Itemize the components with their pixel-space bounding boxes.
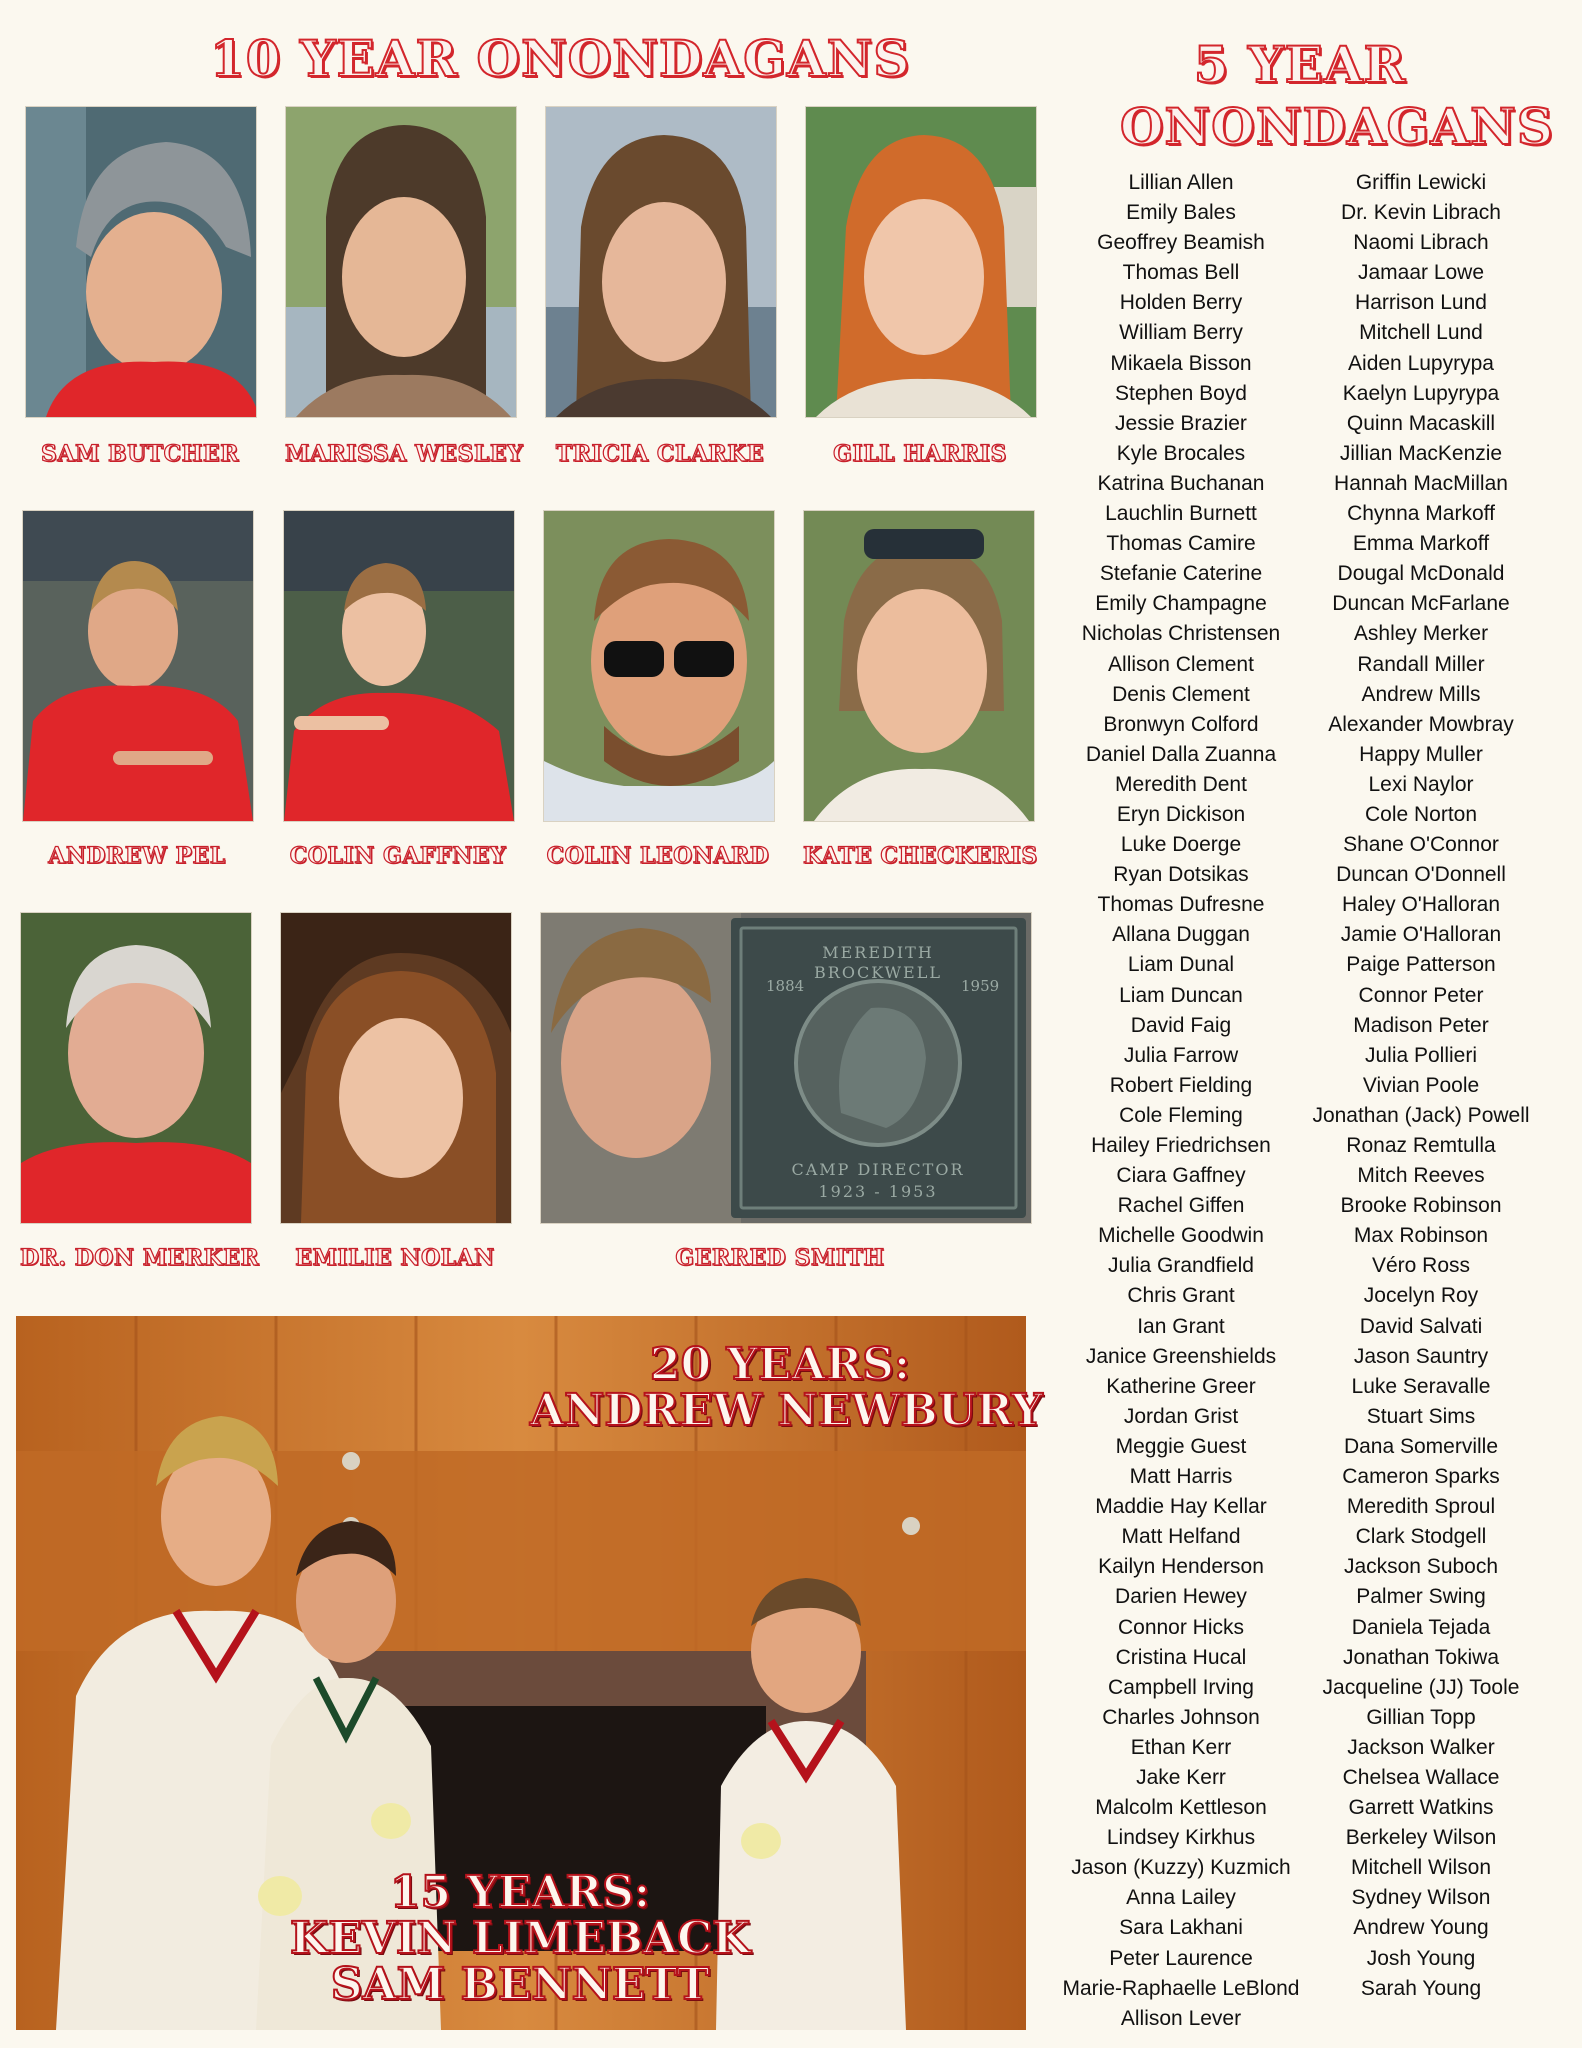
honoree-name: Liam Duncan xyxy=(1119,983,1243,1007)
photo-gerred-smith xyxy=(540,912,1032,1224)
honoree-name: Mitch Reeves xyxy=(1357,1164,1485,1188)
honoree-name: Julia Grandfield xyxy=(1108,1254,1254,1278)
honoree-name: Maddie Hay Kellar xyxy=(1095,1495,1267,1519)
honoree-name: Liam Dunal xyxy=(1127,953,1235,977)
honoree-name: Naomi Librach xyxy=(1353,231,1489,255)
honoree-name: Ryan Dotsikas xyxy=(1113,863,1249,887)
honoree-name: Denis Clement xyxy=(1112,682,1250,706)
honoree-name: Shane O'Connor xyxy=(1343,833,1499,857)
honoree-name: Jason (Kuzzy) Kuzmich xyxy=(1071,1856,1291,1880)
honoree-name: Marie-Raphaelle LeBlond xyxy=(1062,1976,1300,2000)
caption-marissa-wesley: MARISSA WESLEY xyxy=(285,441,524,467)
honoree-name: Sydney Wilson xyxy=(1351,1886,1491,1910)
honoree-name: Malcolm Kettleson xyxy=(1095,1796,1267,1820)
honoree-name: Gillian Topp xyxy=(1366,1705,1476,1729)
photo-don-merker xyxy=(20,912,252,1224)
honoree-name: Haley O'Halloran xyxy=(1341,893,1501,917)
photo-gill-harris xyxy=(805,106,1037,418)
honoree-name: Anna Lailey xyxy=(1126,1886,1236,1910)
photo-colin-leonard xyxy=(543,510,775,822)
honoree-name: Lindsey Kirkhus xyxy=(1106,1826,1256,1850)
honoree-name: Jason Sauntry xyxy=(1353,1344,1489,1368)
photo-tricia-clarke xyxy=(545,106,777,418)
honoree-name: Luke Doerge xyxy=(1120,833,1242,857)
honoree-name: Berkeley Wilson xyxy=(1345,1826,1497,1850)
honoree-name: Alexander Mowbray xyxy=(1328,712,1514,736)
honoree-name: Daniel Dalla Zuanna xyxy=(1085,742,1277,766)
twenty-year-label-line2: ANDREW NEWBURY xyxy=(530,1385,1043,1437)
honoree-name: Cristina Hucal xyxy=(1115,1645,1247,1669)
caption-kate-checkeris: KATE CHECKERIS xyxy=(803,843,1038,869)
photo-colin-gaffney xyxy=(283,510,515,822)
honoree-name: Connor Peter xyxy=(1358,983,1484,1007)
plaque-role: CAMP DIRECTOR xyxy=(791,1160,965,1179)
five-year-heading-line2: ONONDAGANS xyxy=(1120,97,1554,156)
caption-emilie-nolan: EMILIE NOLAN xyxy=(295,1245,495,1271)
photo-andrew-pel xyxy=(22,510,254,822)
honoree-name: Jonathan Tokiwa xyxy=(1342,1645,1500,1669)
honoree-name: Mikaela Bisson xyxy=(1110,351,1252,375)
honoree-name: Palmer Swing xyxy=(1356,1585,1486,1609)
honoree-name: Jamie O'Halloran xyxy=(1340,923,1502,947)
honoree-name: Sarah Young xyxy=(1360,1976,1482,2000)
honoree-name: Dana Somerville xyxy=(1343,1434,1499,1458)
honoree-name: Ethan Kerr xyxy=(1130,1735,1232,1759)
five-year-list-column-a xyxy=(1056,168,1306,2034)
honoree-name: Matt Helfand xyxy=(1121,1525,1241,1549)
honoree-name: Jamaar Lowe xyxy=(1357,261,1485,285)
plaque-name-2: BROCKWELL xyxy=(814,963,942,982)
photo-emilie-nolan xyxy=(280,912,512,1224)
caption-colin-leonard: COLIN LEONARD xyxy=(546,843,770,869)
honoree-name: Jordan Grist xyxy=(1123,1404,1239,1428)
honoree-name: Peter Laurence xyxy=(1109,1946,1253,1970)
honoree-name: Randall Miller xyxy=(1357,652,1485,676)
honoree-name: Rachel Giffen xyxy=(1117,1194,1245,1218)
honoree-name: Nicholas Christensen xyxy=(1081,622,1281,646)
honoree-name: Kailyn Henderson xyxy=(1098,1555,1264,1579)
caption-andrew-pel: ANDREW PEL xyxy=(48,843,226,869)
honoree-name: Harrison Lund xyxy=(1355,291,1487,315)
honoree-name: Sara Lakhani xyxy=(1119,1916,1243,1940)
honoree-name: Jackson Suboch xyxy=(1343,1555,1499,1579)
honoree-name: Duncan O'Donnell xyxy=(1336,863,1506,887)
honoree-name: Vivian Poole xyxy=(1362,1073,1480,1097)
honoree-name: Eryn Dickison xyxy=(1116,802,1246,826)
honoree-name: Chelsea Wallace xyxy=(1342,1765,1500,1789)
honoree-name: Chris Grant xyxy=(1127,1284,1235,1308)
honoree-name: Hailey Friedrichsen xyxy=(1091,1134,1271,1157)
honoree-name: Duncan McFarlane xyxy=(1332,592,1510,616)
honoree-name: Luke Seravalle xyxy=(1351,1374,1491,1398)
honoree-name: Matt Harris xyxy=(1129,1465,1233,1489)
caption-colin-gaffney: COLIN GAFFNEY xyxy=(289,843,507,869)
honoree-name: Campbell Irving xyxy=(1108,1675,1254,1699)
honoree-name: Dr. Kevin Librach xyxy=(1341,201,1501,225)
honoree-name: Hannah MacMillan xyxy=(1334,471,1508,495)
honoree-name: Emma Markoff xyxy=(1352,532,1490,556)
honoree-name: Lauchlin Burnett xyxy=(1105,502,1257,526)
honoree-name: Lexi Naylor xyxy=(1368,772,1474,796)
honoree-name: Andrew Young xyxy=(1353,1916,1489,1940)
honoree-name: Katrina Buchanan xyxy=(1097,471,1265,495)
fifteen-year-label-line1: 15 YEARS: xyxy=(389,1867,651,1918)
honoree-name: Véro Ross xyxy=(1371,1254,1471,1278)
honoree-name: Jillian MacKenzie xyxy=(1339,441,1503,465)
honoree-name: Jacqueline (JJ) Toole xyxy=(1322,1675,1520,1699)
fifteen-year-label xyxy=(290,1867,751,2011)
honoree-name: Katherine Greer xyxy=(1106,1374,1256,1398)
honoree-name: Kyle Brocales xyxy=(1116,441,1246,465)
honoree-name: Lillian Allen xyxy=(1128,171,1234,194)
honoree-name: Brooke Robinson xyxy=(1340,1194,1502,1218)
honoree-name: Ashley Merker xyxy=(1353,622,1489,646)
honoree-name: Jake Kerr xyxy=(1136,1765,1226,1789)
honoree-name: Thomas Bell xyxy=(1122,261,1240,285)
honoree-name: Mitchell Wilson xyxy=(1350,1856,1492,1880)
honoree-name: Cameron Sparks xyxy=(1342,1465,1500,1489)
honoree-name: Cole Fleming xyxy=(1119,1103,1243,1127)
honoree-name: Stephen Boyd xyxy=(1115,381,1247,405)
honoree-name: Stefanie Caterine xyxy=(1099,562,1263,586)
honoree-name: Kaelyn Lupyrypa xyxy=(1342,381,1500,405)
honoree-name: Darien Hewey xyxy=(1115,1585,1247,1609)
honoree-name: Clark Stodgell xyxy=(1355,1525,1487,1549)
caption-tricia-clarke: TRICIA CLARKE xyxy=(555,441,765,467)
twenty-year-label-line1: 20 YEARS: xyxy=(649,1339,911,1390)
honoree-name: Quinn Macaskill xyxy=(1346,411,1496,435)
photo-kate-checkeris xyxy=(803,510,1035,822)
honoree-name: Madison Peter xyxy=(1353,1013,1489,1037)
caption-gill-harris: GILL HARRIS xyxy=(833,441,1007,467)
honoree-name: William Berry xyxy=(1119,321,1243,345)
honoree-name: Aiden Lupyrypa xyxy=(1348,351,1494,375)
honoree-name: Julia Farrow xyxy=(1123,1043,1239,1067)
honoree-name: Allana Duggan xyxy=(1112,923,1250,947)
honoree-name: Allison Clement xyxy=(1108,652,1254,676)
caption-sam-butcher: SAM BUTCHER xyxy=(41,441,239,467)
honoree-name: Robert Fielding xyxy=(1109,1073,1253,1097)
honoree-name: Daniela Tejada xyxy=(1351,1615,1491,1639)
honoree-name: Ciara Gaffney xyxy=(1116,1164,1246,1188)
honoree-name: Garrett Watkins xyxy=(1348,1796,1494,1820)
honoree-name: Stuart Sims xyxy=(1366,1404,1476,1428)
honoree-name: Michelle Goodwin xyxy=(1098,1224,1264,1248)
honoree-name: Ian Grant xyxy=(1137,1314,1225,1338)
honoree-name: Holden Berry xyxy=(1119,291,1243,315)
honoree-name: Thomas Dufresne xyxy=(1097,893,1265,917)
fifteen-year-label-line3: SAM BENNETT xyxy=(330,1959,710,2011)
honoree-name: Julia Pollieri xyxy=(1364,1043,1478,1067)
honoree-name: Jonathan (Jack) Powell xyxy=(1312,1103,1530,1127)
honoree-name: David Faig xyxy=(1130,1013,1232,1037)
honoree-name: Jessie Brazier xyxy=(1115,411,1247,435)
honoree-name: Mitchell Lund xyxy=(1359,321,1483,345)
honoree-name: Chynna Markoff xyxy=(1347,502,1495,526)
five-year-list-column-b xyxy=(1296,168,1546,2004)
honoree-name: Connor Hicks xyxy=(1117,1615,1245,1639)
honoree-name: Ronaz Remtulla xyxy=(1346,1134,1496,1157)
honoree-name: Meggie Guest xyxy=(1115,1434,1247,1458)
plaque-years: 1923 - 1953 xyxy=(818,1182,938,1201)
honoree-name: Max Robinson xyxy=(1353,1224,1489,1248)
honoree-name: Geoffrey Beamish xyxy=(1097,231,1265,255)
honoree-name: Meredith Dent xyxy=(1115,772,1247,796)
honoree-name: Meredith Sproul xyxy=(1346,1495,1496,1519)
honoree-name: Josh Young xyxy=(1366,1946,1476,1970)
honoree-name: Janice Greenshields xyxy=(1085,1344,1277,1368)
honoree-name: Happy Muller xyxy=(1359,742,1483,766)
photo-marissa-wesley xyxy=(285,106,517,418)
honoree-name: Charles Johnson xyxy=(1102,1705,1260,1729)
honoree-name: Andrew Mills xyxy=(1361,682,1481,706)
five-year-heading-line1: 5 YEAR xyxy=(1193,35,1407,94)
honoree-name: Emily Champagne xyxy=(1095,592,1267,616)
honoree-name: Jackson Walker xyxy=(1347,1735,1495,1759)
fifteen-year-label-line2: KEVIN LIMEBACK xyxy=(290,1913,751,1965)
five-year-heading xyxy=(1120,34,1554,158)
honoree-name: Jocelyn Roy xyxy=(1363,1284,1479,1308)
honoree-name: Thomas Camire xyxy=(1106,532,1256,556)
plaque-year-right: 1959 xyxy=(961,977,1000,995)
caption-gerred-smith: GERRED SMITH xyxy=(675,1245,885,1271)
honoree-name: Allison Lever xyxy=(1120,2006,1242,2030)
plaque-year-left: 1884 xyxy=(766,977,805,995)
twenty-year-label xyxy=(530,1339,1043,1437)
honoree-name: Griffin Lewicki xyxy=(1355,171,1487,194)
honoree-name: David Salvati xyxy=(1359,1314,1483,1338)
honoree-name: Cole Norton xyxy=(1364,802,1478,826)
ten-year-heading: 10 YEAR ONONDAGANS xyxy=(210,29,911,88)
honoree-name: Dougal McDonald xyxy=(1337,562,1505,586)
caption-don-merker: DR. DON MERKER xyxy=(20,1245,260,1271)
honoree-name: Paige Patterson xyxy=(1346,953,1496,977)
honoree-name: Emily Bales xyxy=(1126,201,1236,225)
photo-sam-butcher xyxy=(25,106,257,418)
honoree-name: Bronwyn Colford xyxy=(1103,712,1259,736)
plaque-name-1: MEREDITH xyxy=(822,943,934,962)
